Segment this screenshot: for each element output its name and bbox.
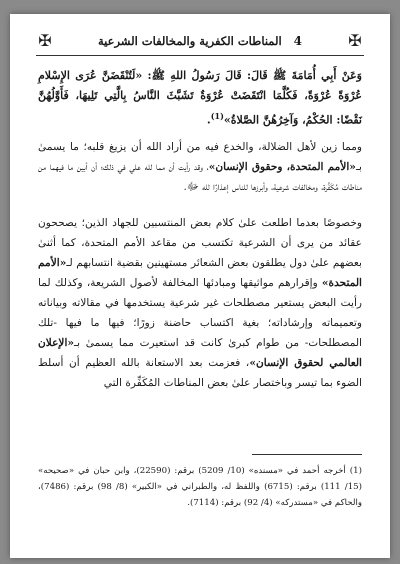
paragraph-1-part-2: ، وقد رأيت أن مما لله علي في ذلك؛ أن أبين ما فيهما من مناطات مُكَفِّرة، ومخالفات شرعية، وأبرزها للناس إعذارًا لله ﷻ. [38,160,362,193]
footnote-rule [252,454,362,455]
paragraph-2-part-3: ، فعزمت بعد الاستعانة بالله العظيم أن أسلط الضوء بما تيسر وباختصار علىٰ بعض المناطات المُكَفِّرة التي [38,356,362,389]
paragraph-2-part-1: وخصوصًا بعدما اطلعت علىٰ كلام بعض المنتسبين للجهاد الذين؛ يصححون عقائد من يرى أن الشرعية تكتسب من مقاعد الأمم المتحدة، كما أثنىٰ بعضهم علىٰ دول يطلقون بعض الشعائر مستهينين بقضية انتسابهم لـ [38,216,362,269]
document-page [10,14,390,558]
paragraph-2-bold-2: «الإعلان العالمي لحقوق الإنسان» [38,336,363,369]
paragraph-1-bold-1: «الأمم المتحدة، وحقوق الإنسان» [208,160,356,173]
paragraph-1-part-1: ومما زين لأهل الضلالة، والخدع فيه من أراد الله أن يزيغ قلبه؛ ما يسمىٰ بـ [38,140,362,173]
main-text [38,66,362,403]
paragraph-2-part-2: وإقرارهم مواثيقها ومبادئها المخالفة لأصول الشريعة، وكذلك لما رأيت البعض يستعير مصطلحات غير شرعية يستخدمها في مقالاته وبياناته وتعميماته وإرشاداته؛ بغية اكتساب حاضنة زورًا؛ فيها ما فيها -تلك المصطلحات- من طوام كبرىٰ كانت قد استعيرت مما يسمىٰ بـ [38,276,362,349]
running-title: المناطات الكفرية والمخالفات الشرعية [97,34,282,48]
footnotes [38,454,362,511]
header-rule [36,55,364,56]
page-header [36,30,364,52]
footnote-ref: (1) [210,111,224,121]
hadith-text: وَعَنْ أَبِي أُمَامَةَ ﷺ قَالَ: قَالَ رَسُولُ اللهِ ﷺ: «لَتُنْقَضَنَّ عُرَى الإِسْلامِ عُرْوَةً عُرْوَةً، فَكُلَّمَا انْتَقَضَتْ عُرْوَةٌ تَشَبَّثَ النَّاسُ بِالَّتِي تَلِيهَا، فَأَوَّلُهُنَّ نَقْضًا: الحُكْمُ، وَآخِرُهُنَّ الصَّلاةُ» [38,69,362,127]
page-number: 4 [293,34,303,48]
header-ornament-right: ✠ [348,31,362,50]
paragraph-1 [38,137,362,197]
header-title-group [54,34,346,48]
header-ornament-left: ✠ [38,31,52,50]
paragraph-2 [38,213,362,393]
footnote-1: (1) أخرجه أحمد في «مسنده» (10/ 5209) برقم: (22590)، وابن حبان في «صحيحه» (15/ 111) برقم: (6715) واللفظ له، والطبراني في «الكبير» (8/ 98) برقم: (7486)، والحاكم في «مستدركه» (4/ 92) برقم: (7114). [38,466,362,508]
hadith-paragraph: وَعَنْ أَبِي أُمَامَةَ ﷺ قَالَ: قَالَ رَسُولُ اللهِ ﷺ: «لَتُنْقَضَنَّ عُرَى الإِسْلامِ عُرْوَةً عُرْوَةً، فَكُلَّمَا انْتَقَضَتْ عُرْوَةٌ تَشَبَّثَ النَّاسُ بِالَّتِي تَلِيهَا، فَأَوَّلُهُنَّ نَقْضًا: الحُكْمُ، وَآخِرُهُنَّ الصَّلاةُ»$^{(1)}$. [38,69,362,127]
paragraph-2-bold-1: «الأمم المتحدة» [38,256,362,289]
